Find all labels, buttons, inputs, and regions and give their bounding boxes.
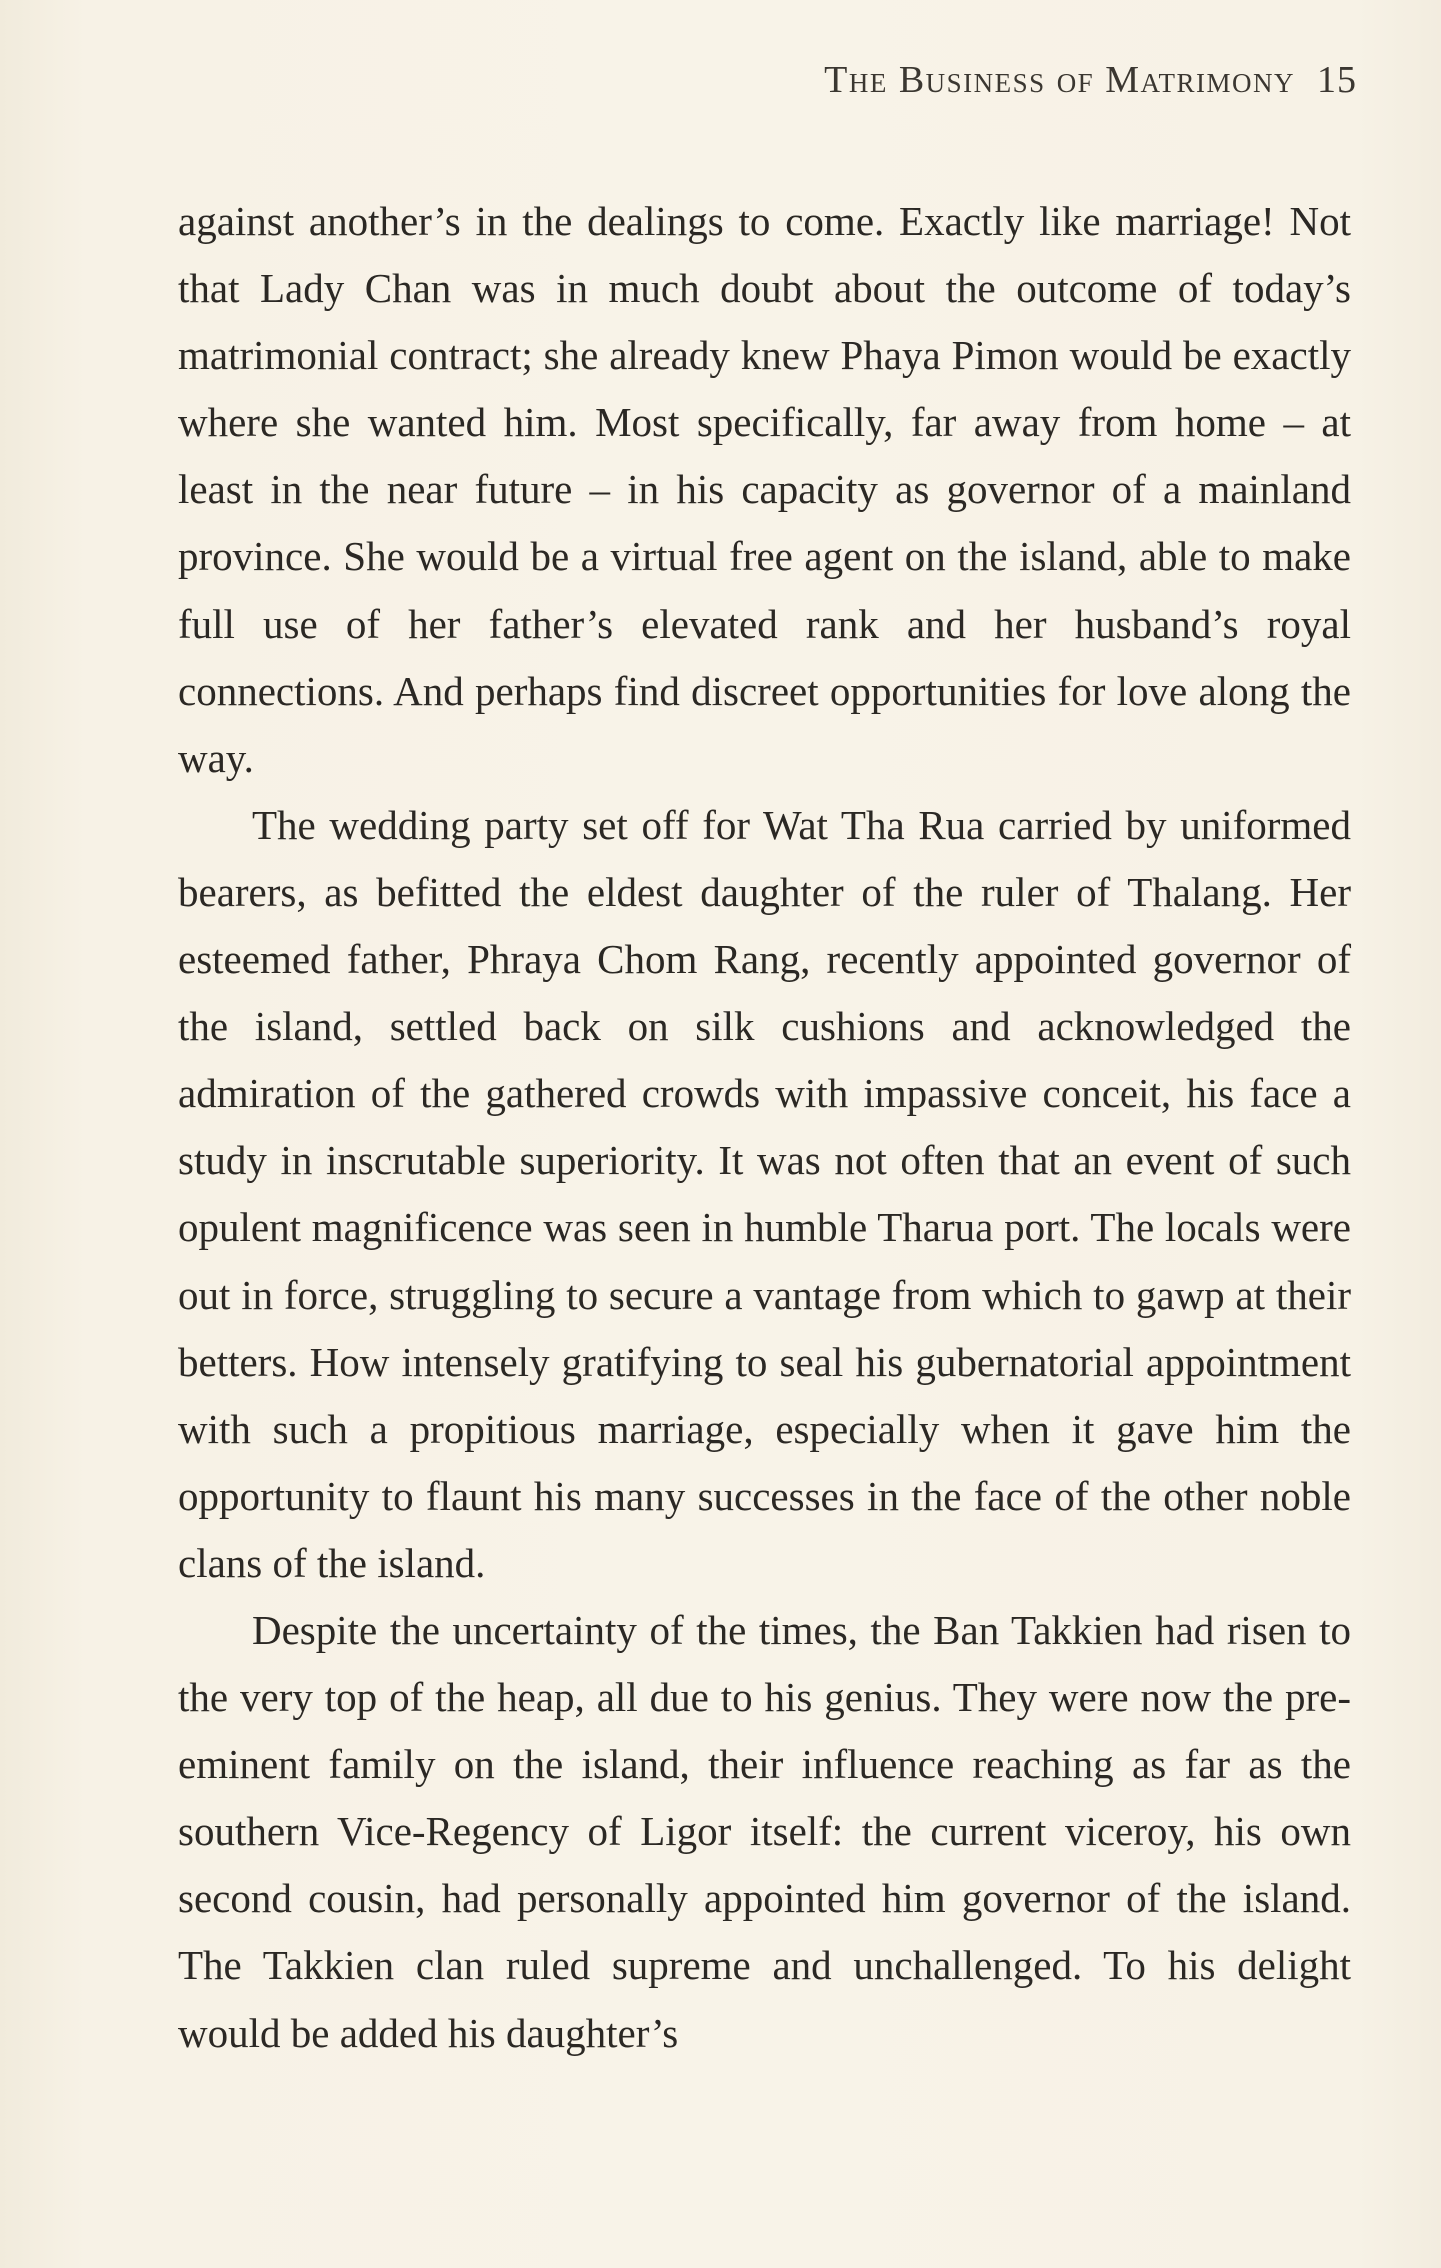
paragraph-continued: against another’s in the dealings to come. Exactly like marriage! Not that Lady Chan was in much doubt about the outcome of today’s matrimonial contract; she already knew Phaya Pimon would be exactly where she wanted him. Most specifically, far away from home – at least in the near future – in his capacity as governor of a mainland province. She would be a virtual free agent on the island, able to make full use of her father’s elevated rank and her husband’s royal connections. And perhaps find discreet opportunities for love along the way. [178, 198, 1351, 781]
running-head-title: The Business of Matrimony [824, 59, 1295, 101]
body-text [178, 188, 1351, 2067]
paragraph-ban-takkien: Despite the uncertainty of the times, the Ban Takkien had risen to the very top of the heap, all due to his genius. They were now the pre-eminent family on the island, their influence reaching as far as the southern Vice-Regency of Ligor itself: the current viceroy, his own second cousin, had personally appointed him governor of the island. The Takkien clan ruled supreme and unchallenged. To his delight would be added his daughter’s [178, 1606, 1351, 2056]
page-number: 15 [1317, 59, 1357, 101]
paragraph-wedding-party: The wedding party set off for Wat Tha Rua carried by uniformed bearers, as befitted the eldest daughter of the ruler of Thalang. Her esteemed father, Phraya Chom Rang, recently appointed governor of the island, settled back on silk cushions and acknowledged the admiration of the gathered crowds with impassive conceit, his face a study in inscrutable superiority. It was not often that an event of such opulent magnificence was seen in humble Tharua port. The locals were out in force, struggling to secure a vantage from which to gawp at their betters. How intensely gratifying to seal his gubernatorial appointment with such a propitious marriage, especially when it gave him the opportunity to flaunt his many successes in the face of the other noble clans of the island. [178, 801, 1351, 1586]
running-head [824, 58, 1357, 102]
